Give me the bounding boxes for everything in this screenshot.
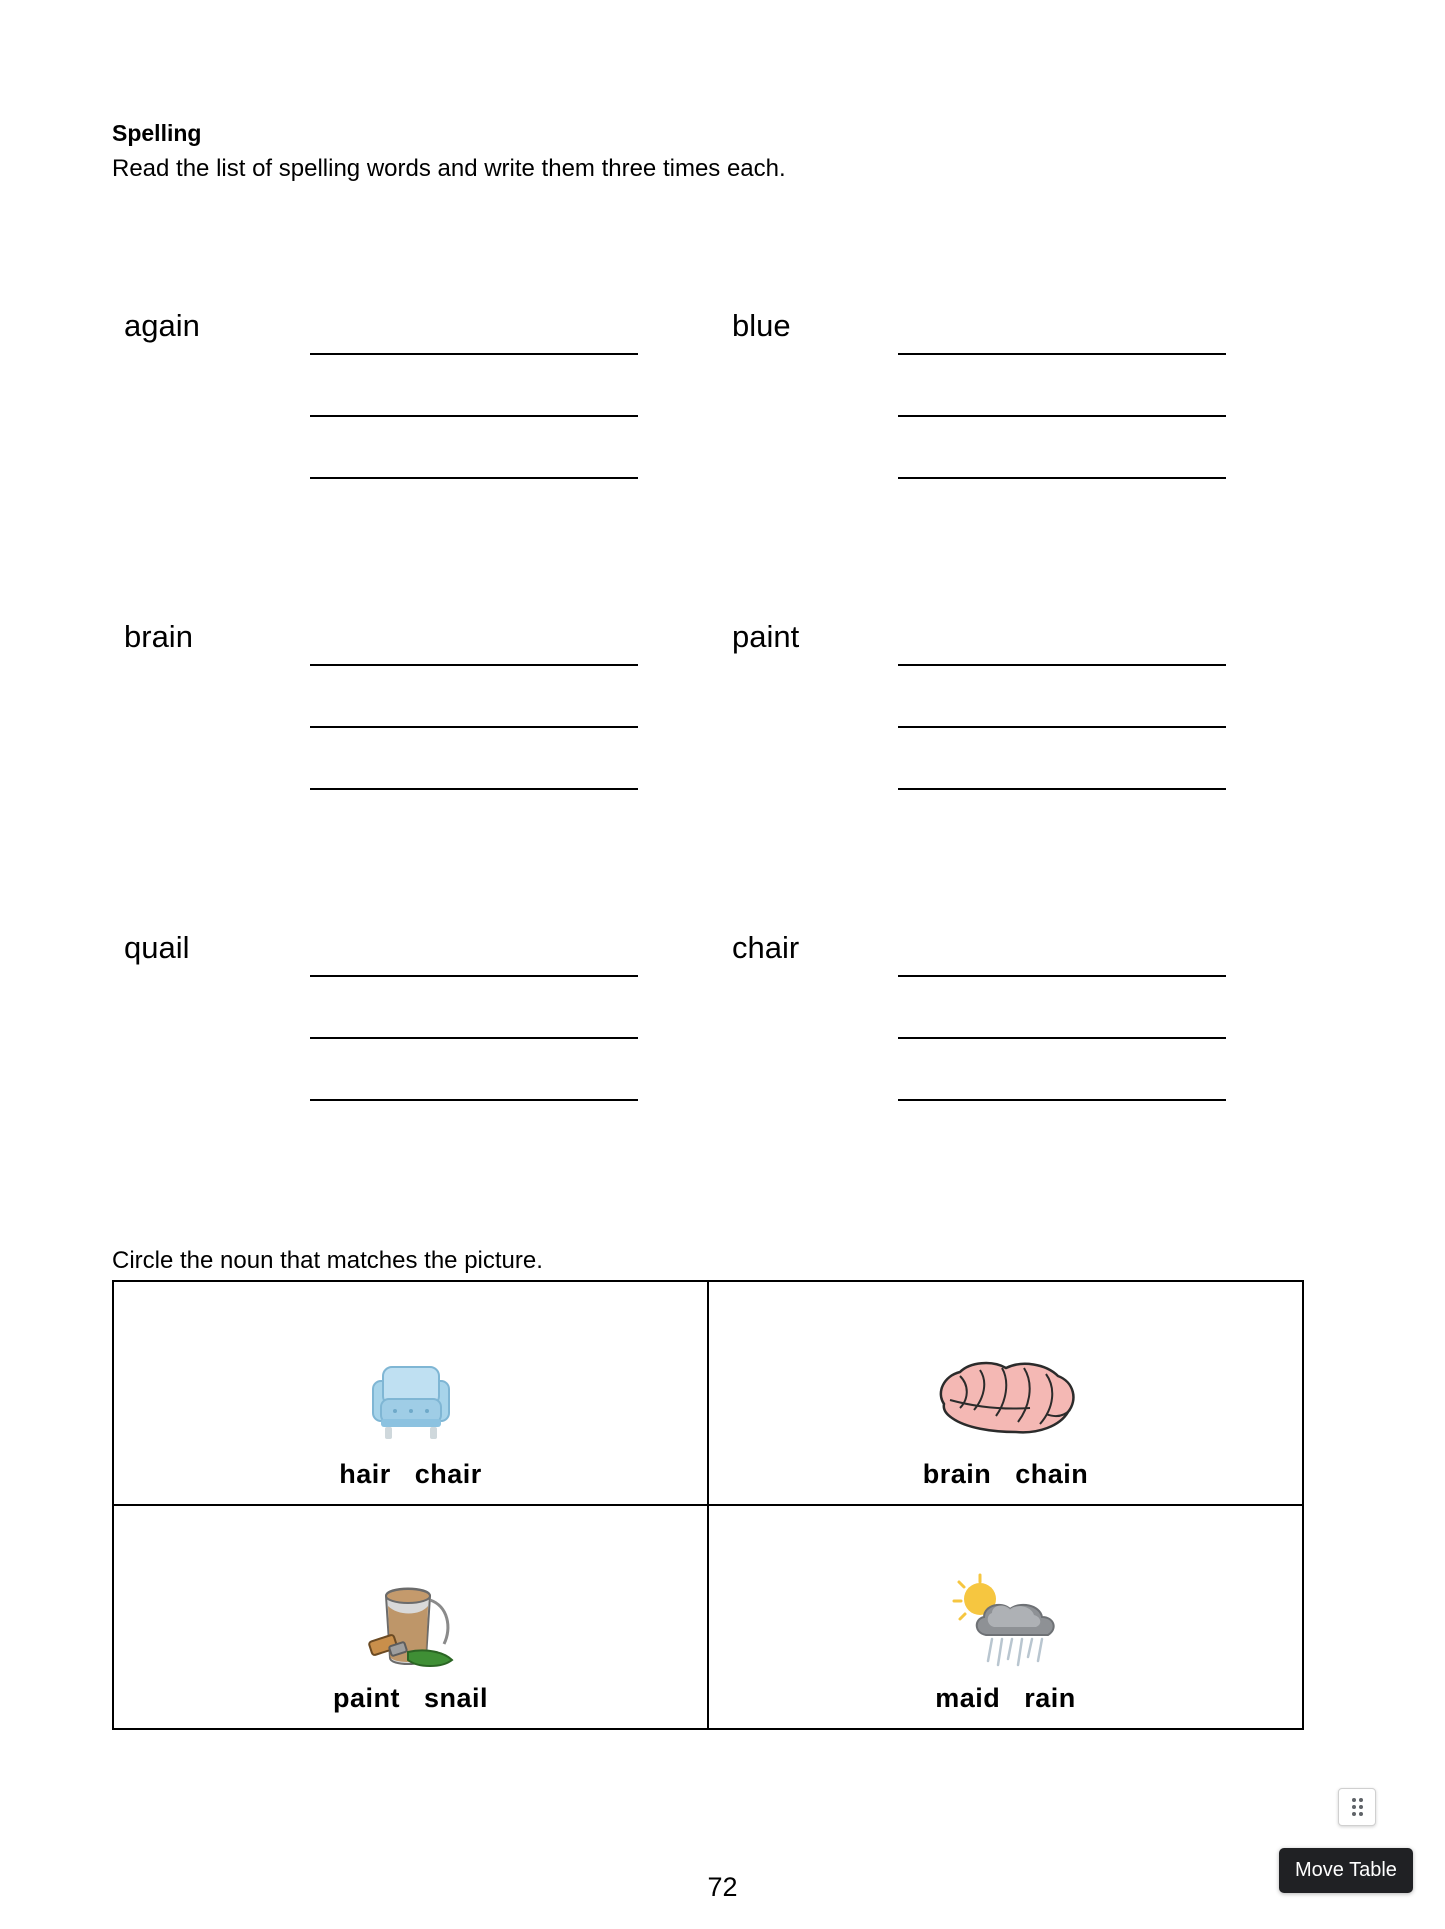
spelling-row [112,932,1212,1243]
noun-cell-rain[interactable] [708,1505,1303,1729]
writing-lines [310,932,680,1101]
page-title: Spelling [112,120,202,146]
writing-lines [898,621,1268,790]
writing-line[interactable] [310,788,638,790]
noun-option[interactable]: chair [414,1459,482,1489]
noun-option[interactable]: brain [922,1459,992,1489]
table-row [113,1281,1303,1505]
spelling-row [112,310,1212,621]
noun-options[interactable] [915,1459,1097,1490]
brain-icon [926,1345,1086,1453]
spelling-instruction: Read the list of spelling words and write them three times each. [112,155,786,183]
writing-line[interactable] [898,788,1226,790]
noun-cell-brain[interactable] [708,1281,1303,1505]
writing-line[interactable] [310,415,638,417]
writing-line[interactable] [898,664,1226,666]
spelling-word: quail [124,930,190,965]
spelling-word: chair [732,930,800,965]
noun-options[interactable] [331,1459,490,1490]
noun-option[interactable]: chain [1015,1459,1089,1489]
writing-line[interactable] [898,1037,1226,1039]
worksheet-header [112,118,1212,185]
page-number: 72 [707,1872,738,1902]
noun-cell-chair[interactable] [113,1281,708,1505]
table-row [113,1505,1303,1729]
writing-line[interactable] [310,477,638,479]
writing-line[interactable] [898,726,1226,728]
armchair-icon [359,1345,463,1453]
writing-lines [310,310,680,479]
spelling-section [112,310,1212,1243]
noun-options[interactable] [325,1683,496,1714]
writing-line[interactable] [310,664,638,666]
spelling-row [112,621,1212,932]
writing-lines [310,621,680,790]
writing-line[interactable] [898,1099,1226,1101]
table-drag-handle[interactable] [1338,1788,1376,1826]
paint-can-icon [352,1569,470,1677]
grid-dots-icon [1352,1798,1363,1816]
noun-option[interactable]: rain [1024,1683,1076,1713]
noun-option[interactable]: snail [423,1683,489,1713]
move-table-button[interactable]: Move Table [1279,1848,1413,1893]
spelling-word: again [124,308,200,343]
spelling-word: paint [732,619,800,654]
noun-option[interactable]: maid [935,1683,1001,1713]
writing-line[interactable] [310,1099,638,1101]
writing-line[interactable] [310,726,638,728]
sun-rain-cloud-icon [940,1569,1072,1677]
noun-options[interactable] [927,1683,1084,1714]
writing-line[interactable] [310,1037,638,1039]
noun-option[interactable]: paint [332,1683,400,1713]
writing-lines [898,310,1268,479]
circle-noun-instruction: Circle the noun that matches the picture. [112,1247,543,1274]
writing-line[interactable] [310,353,638,355]
writing-line[interactable] [898,353,1226,355]
noun-cell-paint[interactable] [113,1505,708,1729]
writing-line[interactable] [310,975,638,977]
noun-option[interactable]: hair [339,1459,391,1489]
noun-picture-table[interactable] [112,1280,1304,1730]
writing-line[interactable] [898,415,1226,417]
writing-line[interactable] [898,975,1226,977]
spelling-word: brain [124,619,193,654]
writing-line[interactable] [898,477,1226,479]
spelling-word: blue [732,308,791,343]
writing-lines [898,932,1268,1101]
